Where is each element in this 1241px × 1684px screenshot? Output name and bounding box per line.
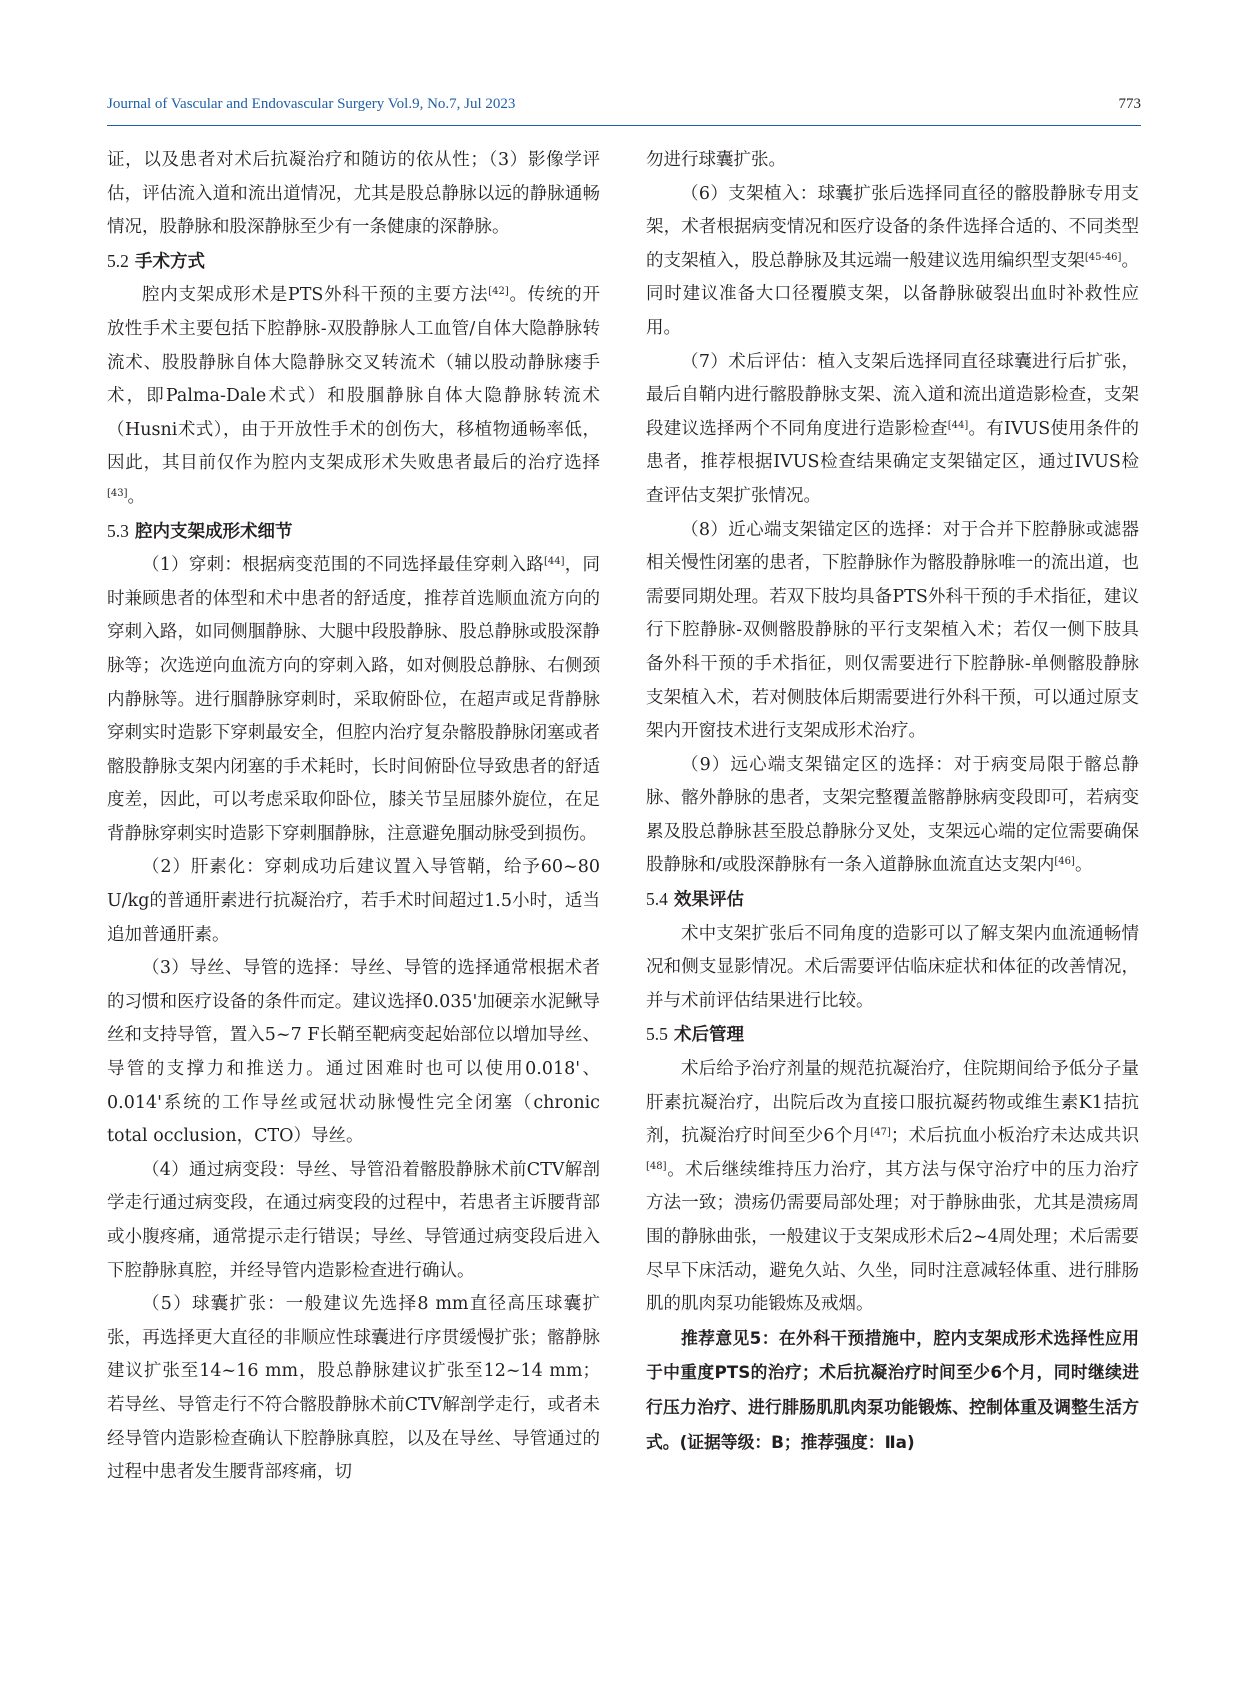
section-number: 5.3 — [107, 520, 129, 541]
citation-ref: [44] — [947, 419, 969, 431]
citation-ref: [45-46] — [1084, 251, 1122, 263]
section-title: 效果评估 — [673, 890, 744, 911]
page-number: 773 — [1118, 96, 1141, 112]
paragraph-text: 。有IVUS使用条件的患者，推荐根据IVUS检查结果确定支架锚定区，通过IVUS检查评估支架扩张情况。 — [646, 418, 1139, 506]
paragraph-text: （3）导丝、导管的选择：导丝、导管的选择通常根据术者的习惯和医疗设备的条件而定。建议选择0.035'加硬亲水泥鳅导丝和支持导管，置入5~7 F长鞘至靶病变起始部位以增加导丝、导管的支撑力和推送力。通过困难时也可以使用0.018'、0.014'系统的工作导丝或冠状动脉慢性完全闭塞（chronic total occlusion，CTO）导丝。 — [107, 958, 600, 1147]
section-heading — [107, 515, 600, 550]
body-paragraph — [107, 549, 600, 851]
section-number: 5.4 — [646, 889, 668, 910]
paragraph-text: （7）术后评估：植入支架后选择同直径球囊进行后扩张，最后自鞘内进行髂股静脉支架、流入道和流出道造影检查，支架段建议选择两个不同角度进行造影检查 — [646, 351, 1139, 439]
citation-ref: [46] — [1054, 856, 1075, 868]
left-column — [107, 144, 600, 1490]
body-paragraph — [646, 144, 1139, 178]
citation-ref: [44] — [543, 556, 565, 568]
body-paragraph — [646, 918, 1139, 1019]
section-title: 术后管理 — [673, 1025, 744, 1046]
citation-ref: [43] — [107, 487, 128, 499]
section-heading — [646, 1018, 1139, 1053]
paragraph-text: 。同时建议准备大口径覆膜支架，以备静脉破裂出血时补救性应用。 — [646, 250, 1140, 338]
paragraph-text: （6）支架植入：球囊扩张后选择同直径的髂股静脉专用支架，术者根据病变情况和医疗设备的条件选择合适的、不同类型的支架植入，股总静脉及其远端一般建议选用编织型支架 — [646, 183, 1139, 271]
recommendation-paragraph — [646, 1322, 1139, 1460]
paragraph-text: 勿进行球囊扩张。 — [646, 150, 786, 170]
section-number: 5.2 — [107, 250, 129, 271]
paragraph-text: 。术后继续维持压力治疗，其方法与保守治疗中的压力治疗方法一致；溃疡仍需要局部处理；对于静脉曲张，尤其是溃疡周围的静脉曲张，一般建议于支架成形术后2~4周处理；术后需要尽早下床活动，避免久站、久坐，同时注意减轻体重、进行腓肠肌的肌肉泵功能锻炼及戒烟。 — [646, 1159, 1139, 1315]
paragraph-text: 推荐意见5：在外科干预措施中，腔内支架成形术选择性应用于中重度PTS的治疗；术后抗凝治疗时间至少6个月，同时继续进行压力治疗、进行腓肠肌肌肉泵功能锻炼、控制体重及调整生活方式。(证据等级：B；推荐强度：Ⅱa) — [646, 1327, 1139, 1452]
paragraph-text: 术中支架扩张后不同角度的造影可以了解支架内血流通畅情况和侧支显影情况。术后需要评估临床症状和体征的改善情况，并与术前评估结果进行比较。 — [646, 923, 1139, 1011]
journal-citation: Journal of Vascular and Endovascular Surgery Vol.9, No.7, Jul 2023 — [107, 96, 516, 112]
paragraph-text: 术后给予治疗剂量的规范抗凝治疗，住院期间给予低分子量肝素抗凝治疗，出院后改为直接口服抗凝药物或维生素K1拮抗剂，抗凝治疗时间至少6个月 — [646, 1059, 1139, 1147]
paragraph-text: （1）穿刺：根据病变范围的不同选择最佳穿刺入路 — [142, 555, 544, 576]
body-paragraph — [107, 952, 600, 1154]
section-heading — [646, 883, 1139, 918]
paragraph-text: （5）球囊扩张：一般建议先选择8 mm直径高压球囊扩张，再选择更大直径的非顺应性球囊进行序贯缓慢扩张；髂静脉建议扩张至14~16 mm，股总静脉建议扩张至12~14 mm；若导丝、导管走行不符合髂股静脉术前CTV解剖学走行，或者未经导管内造影检查确认下腔静脉真腔，以及在导丝、导管通过的过程中患者发生腰背部疼痛，切 — [107, 1294, 600, 1483]
paragraph-text: （8）近心端支架锚定区的选择：对于合并下腔静脉或滤器相关慢性闭塞的患者，下腔静脉作为髂股静脉唯一的流出道，也需要同期处理。若双下肢均具备PTS外科干预的手术指征，建议行下腔静脉-双侧髂股静脉的平行支架植入术；若仅一侧下肢具备外科干预的手术指征，则仅需要进行下腔静脉-单侧髂股静脉支架植入术，若对侧肢体后期需要进行外科干预，可以通过原支架内开窗技术进行支架成形术治疗。 — [646, 519, 1139, 742]
body-paragraph — [646, 1053, 1139, 1322]
paragraph-text: （9）远心端支架锚定区的选择：对于病变局限于髂总静脉、髂外静脉的患者，支架完整覆盖髂静脉病变段即可，若病变累及股总静脉甚至股总静脉分叉处，支架远心端的定位需要确保股静脉和/或股深静脉有一条入道静脉血流直达支架内 — [646, 754, 1139, 876]
citation-ref: [48] — [646, 1160, 667, 1172]
body-paragraph — [107, 279, 600, 514]
citation-ref: [47] — [870, 1127, 891, 1139]
body-paragraph — [646, 749, 1139, 883]
right-column — [646, 144, 1139, 1460]
citation-ref: [42] — [488, 286, 509, 298]
section-number: 5.5 — [646, 1024, 668, 1045]
paragraph-text: （4）通过病变段：导丝、导管沿着髂股静脉术前CTV解剖学走行通过病变段，在通过病变段的过程中，若患者主诉腰背部或小腹疼痛，通常提示走行错误；导丝、导管通过病变段后进入下腔静脉真腔，并经导管内造影检查进行确认。 — [107, 1159, 600, 1281]
body-paragraph — [107, 144, 600, 245]
paragraph-text: ，同时兼顾患者的体型和术中患者的舒适度，推荐首选顺血流方向的穿刺入路，如同侧腘静脉、大腿中段股静脉、股总静脉或股深静脉等；次选逆向血流方向的穿刺入路，如对侧股总静脉、右侧颈内静脉等。进行腘静脉穿刺时，采取俯卧位，在超声或足背静脉穿刺实时造影下穿刺最安全，但腔内治疗复杂髂股静脉闭塞或者髂股静脉支架内闭塞的手术耗时，长时间俯卧位导致患者的舒适度差，因此，可以考虑采取仰卧位，膝关节呈屈膝外旋位，在足背静脉穿刺实时造影下穿刺腘静脉，注意避免腘动脉受到损伤。 — [107, 555, 601, 844]
paragraph-text: 。 — [1074, 855, 1093, 876]
section-title: 手术方式 — [134, 251, 205, 272]
paragraph-text: 。传统的开放性手术主要包括下腔静脉-双股静脉人工血管/自体大隐静脉转流术、股股静脉自体大隐静脉交叉转流术（辅以股动静脉瘘手术，即Palma-Dale术式）和股腘静脉自体大隐静脉转流术（Husni术式），由于开放性手术的创伤大，移植物通畅率低，因此，其目前仅作为腔内支架成形术失败患者最后的治疗选择 — [107, 285, 600, 474]
paragraph-text: 腔内支架成形术是PTS外科干预的主要方法 — [142, 285, 489, 306]
section-title: 腔内支架成形术细节 — [134, 521, 293, 542]
body-paragraph — [107, 1154, 600, 1288]
paragraph-text: （2）肝素化：穿刺成功后建议置入导管鞘，给予60~80 U/kg的普通肝素进行抗凝治疗，若手术时间超过1.5小时，适当追加普通肝素。 — [107, 857, 600, 945]
paragraph-text: ；术后抗血小板治疗未达成共识 — [890, 1126, 1140, 1147]
body-paragraph — [646, 514, 1139, 749]
running-header — [107, 96, 1141, 126]
body-paragraph — [107, 1288, 600, 1490]
body-paragraph — [646, 178, 1139, 346]
section-heading — [107, 245, 600, 280]
body-paragraph — [646, 346, 1139, 514]
paragraph-text: 。 — [127, 486, 146, 507]
header-rule — [107, 125, 1141, 126]
body-paragraph — [107, 851, 600, 952]
paragraph-text: 证，以及患者对术后抗凝治疗和随访的依从性；（3）影像学评估，评估流入道和流出道情况，尤其是股总静脉以远的静脉通畅情况，股静脉和股深静脉至少有一条健康的深静脉。 — [107, 150, 600, 238]
